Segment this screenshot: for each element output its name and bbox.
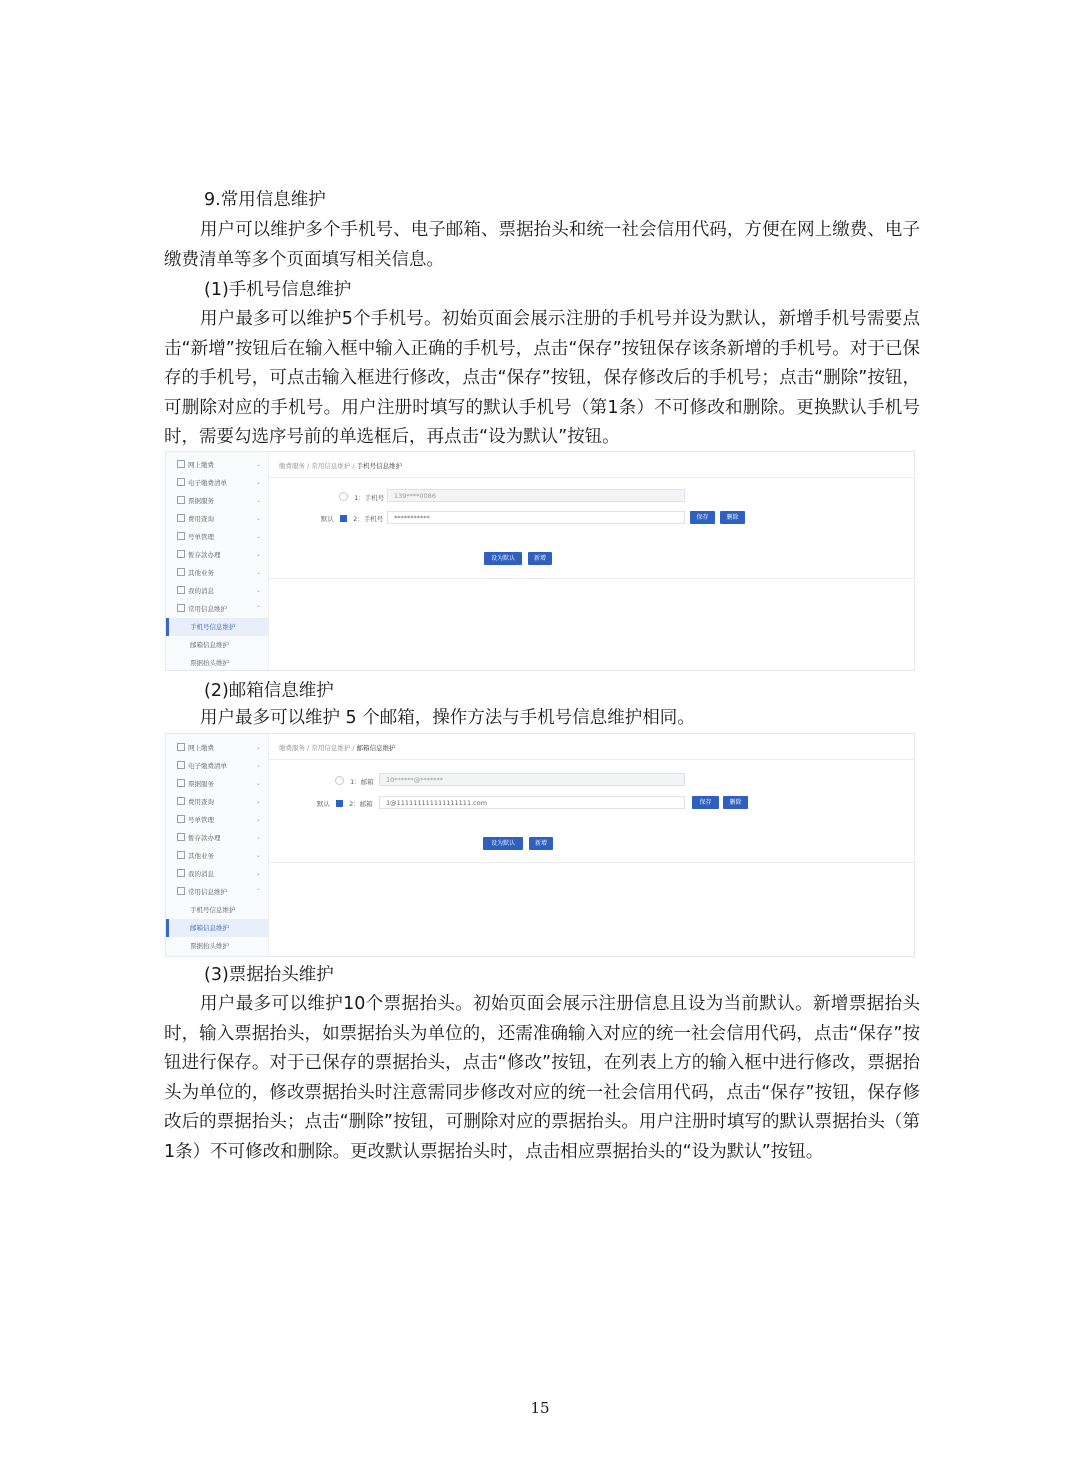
chevron-down-icon: ⌄: [255, 587, 261, 594]
divider: [269, 477, 914, 478]
divider: [269, 759, 914, 760]
divider: [269, 578, 914, 579]
chevron-down-icon: ⌄: [255, 762, 261, 769]
sidebar-item-e-bill[interactable]: 电子缴费清单 ⌄: [166, 474, 268, 492]
chevron-down-icon: ⌄: [255, 497, 261, 504]
breadcrumb-current: 邮箱信息维护: [356, 744, 396, 752]
default-label: 默认: [317, 800, 330, 808]
menu-icon: [177, 460, 185, 468]
breadcrumb: 缴费服务 / 常用信息维护 / 手机号信息维护: [279, 462, 403, 470]
sidebar-item-receipt-service[interactable]: 票据服务 ⌄: [166, 492, 268, 510]
menu-icon: [177, 869, 185, 877]
sidebar-item-fee-query[interactable]: 费用查询 ⌄: [166, 793, 268, 811]
email-maintenance-screenshot: [165, 733, 915, 957]
menu-icon: [177, 815, 185, 823]
chevron-down-icon: ⌄: [255, 780, 261, 787]
sidebar-subitem-phone[interactable]: 手机号信息维护: [166, 618, 268, 636]
chevron-down-icon: ⌄: [255, 551, 261, 558]
sidebar-item-number-management[interactable]: 号单管理 ⌄: [166, 528, 268, 546]
menu-icon: [177, 833, 185, 841]
chevron-down-icon: ⌄: [255, 479, 261, 486]
sidebar-subitem-email[interactable]: 邮箱信息维护: [166, 919, 268, 937]
menu-icon: [177, 514, 185, 522]
default-radio[interactable]: [339, 492, 348, 501]
intro-paragraph: 用户可以维护多个手机号、电子邮箱、票据抬头和统一社会信用代码，方便在网上缴费、电子缴费清单等多个页面填写相关信息。: [164, 220, 920, 270]
subsection-title-receipt: (3)票据抬头维护: [204, 965, 334, 985]
chevron-down-icon: ⌄: [255, 816, 261, 823]
sidebar-item-messages[interactable]: 我的消息 ⌄: [166, 865, 268, 883]
menu-icon: [177, 761, 185, 769]
sidebar: [166, 734, 269, 956]
sidebar-item-online-payment[interactable]: 网上缴费 ⌄: [166, 739, 268, 757]
email-input-2[interactable]: 1@111111111111111111.com: [379, 796, 685, 809]
menu-icon: [177, 604, 185, 612]
breadcrumb-current: 手机号信息维护: [356, 462, 403, 470]
sidebar: [166, 452, 269, 670]
chevron-up-icon: ⌃: [255, 605, 261, 612]
sidebar-item-deposit[interactable]: 暂存款办理 ⌄: [166, 546, 268, 564]
email-input-1: 10******@*******: [379, 773, 685, 786]
phone-maintenance-screenshot: [165, 451, 915, 671]
sidebar-subitem-receipt-title[interactable]: 票据抬头维护: [190, 942, 229, 950]
menu-icon: [177, 532, 185, 540]
menu-icon: [177, 568, 185, 576]
phone-row-2-label: 2：手机号: [353, 515, 384, 523]
phone-paragraph: 用户最多可以维护5个手机号。初始页面会展示注册的手机号并设为默认，新增手机号需要点击“新增”按钮后在输入框中输入正确的手机号，点击“保存”按钮保存该条新增的手机号。对于已保存的手机号，可点击输入框进行修改，点击“保存”按钮，保存修改后的手机号；点击“删除”按钮，可删除对应的手机号。用户注册时填写的默认手机号（第1条）不可修改和删除。更换默认手机号时，需要勾选序号前的单选框后，再点击“设为默认”按钮。: [164, 309, 920, 447]
menu-icon: [177, 478, 185, 486]
breadcrumb-mid[interactable]: 常用信息维护: [311, 462, 351, 470]
sidebar-subitem-phone[interactable]: 手机号信息维护: [190, 906, 236, 914]
chevron-down-icon: ⌄: [255, 852, 261, 859]
email-row-1: [335, 776, 374, 786]
sidebar-item-online-payment[interactable]: 网上缴费 ⌄: [166, 456, 268, 474]
breadcrumb-home[interactable]: 缴费服务: [279, 744, 305, 752]
delete-button[interactable]: 删除: [723, 796, 748, 809]
breadcrumb: 缴费服务 / 常用信息维护 / 邮箱信息维护: [279, 744, 396, 752]
sidebar-item-number-management[interactable]: 号单管理 ⌄: [166, 811, 268, 829]
menu-icon: [177, 779, 185, 787]
email-row-2-label: 2：邮箱: [349, 800, 373, 808]
sidebar-subitem-email[interactable]: 邮箱信息维护: [190, 641, 229, 649]
set-default-button[interactable]: 设为默认: [484, 552, 522, 565]
chevron-down-icon: ⌄: [255, 569, 261, 576]
phone-row-1: [339, 492, 384, 502]
receipt-paragraph: 用户最多可以维护10个票据抬头。初始页面会展示注册信息且设为当前默认。新增票据抬头时，输入票据抬头，如票据抬头为单位的，还需准确输入对应的统一社会信用代码，点击“保存”按钮进行保存。对于已保存的票据抬头，点击“修改”按钮，在列表上方的输入框中进行修改，票据抬头为单位的，修改票据抬头时注意需同步修改对应的统一社会信用代码，点击“保存”按钮，保存修改后的票据抬头；点击“删除”按钮，可删除对应的票据抬头。用户注册时填写的默认票据抬头（第1条）不可修改和删除。更改默认票据抬头时，点击相应票据抬头的“设为默认”按钮。: [164, 994, 920, 1162]
sidebar-item-other[interactable]: 其他业务 ⌄: [166, 847, 268, 865]
phone-input-2[interactable]: ***********: [387, 511, 685, 524]
add-button[interactable]: 新增: [529, 837, 553, 850]
subsection-title-phone: (1)手机号信息维护: [204, 280, 352, 300]
chevron-down-icon: ⌄: [255, 533, 261, 540]
divider: [269, 862, 914, 863]
section-title: 9.常用信息维护: [204, 190, 326, 210]
delete-button[interactable]: 删除: [720, 511, 745, 524]
save-button[interactable]: 保存: [690, 511, 715, 524]
chevron-down-icon: ⌄: [255, 798, 261, 805]
sidebar-item-receipt-service[interactable]: 票据服务 ⌄: [166, 775, 268, 793]
email-row-1-label: 1：邮箱: [350, 778, 374, 786]
phone-row-1-label: 1：手机号: [354, 494, 385, 502]
phone-row-2: [321, 514, 383, 523]
subsection-title-email: (2)邮箱信息维护: [204, 681, 334, 701]
chevron-down-icon: ⌄: [255, 515, 261, 522]
chevron-down-icon: ⌄: [255, 461, 261, 468]
chevron-down-icon: ⌄: [255, 744, 261, 751]
sidebar-subitem-receipt-title[interactable]: 票据抬头维护: [190, 659, 229, 667]
email-paragraph: 用户最多可以维护 5 个邮箱，操作方法与手机号信息维护相同。: [200, 708, 695, 728]
sidebar-item-e-bill[interactable]: 电子缴费清单 ⌄: [166, 757, 268, 775]
main-content: [269, 734, 914, 956]
menu-icon: [177, 851, 185, 859]
add-button[interactable]: 新增: [528, 552, 552, 565]
breadcrumb-home[interactable]: 缴费服务: [279, 462, 305, 470]
menu-icon: [177, 586, 185, 594]
default-label: 默认: [321, 515, 334, 523]
chevron-down-icon: ⌄: [255, 870, 261, 877]
menu-icon: [177, 496, 185, 504]
menu-icon: [177, 550, 185, 558]
sidebar-item-messages[interactable]: 我的消息 ⌄: [166, 582, 268, 600]
save-button[interactable]: 保存: [692, 796, 719, 809]
set-default-button[interactable]: 设为默认: [483, 837, 523, 850]
chevron-up-icon: ⌃: [255, 888, 261, 895]
breadcrumb-mid[interactable]: 常用信息维护: [311, 744, 351, 752]
menu-icon: [177, 743, 185, 751]
phone-input-1: 139****0086: [387, 489, 685, 502]
default-radio[interactable]: [335, 776, 344, 785]
email-row-2: [317, 799, 373, 808]
menu-icon: [177, 887, 185, 895]
page-number: 15: [530, 1399, 550, 1417]
sidebar-item-other[interactable]: 其他业务 ⌄: [166, 564, 268, 582]
default-radio-checked[interactable]: [340, 515, 347, 522]
chevron-down-icon: ⌄: [255, 834, 261, 841]
sidebar-item-common-info[interactable]: 常用信息维护 ⌃: [166, 883, 268, 901]
sidebar-item-common-info[interactable]: 常用信息维护 ⌃: [166, 600, 268, 618]
sidebar-item-fee-query[interactable]: 费用查询 ⌄: [166, 510, 268, 528]
main-content: [269, 452, 914, 670]
menu-icon: [177, 797, 185, 805]
default-radio-checked[interactable]: [336, 800, 343, 807]
sidebar-item-deposit[interactable]: 暂存款办理 ⌄: [166, 829, 268, 847]
